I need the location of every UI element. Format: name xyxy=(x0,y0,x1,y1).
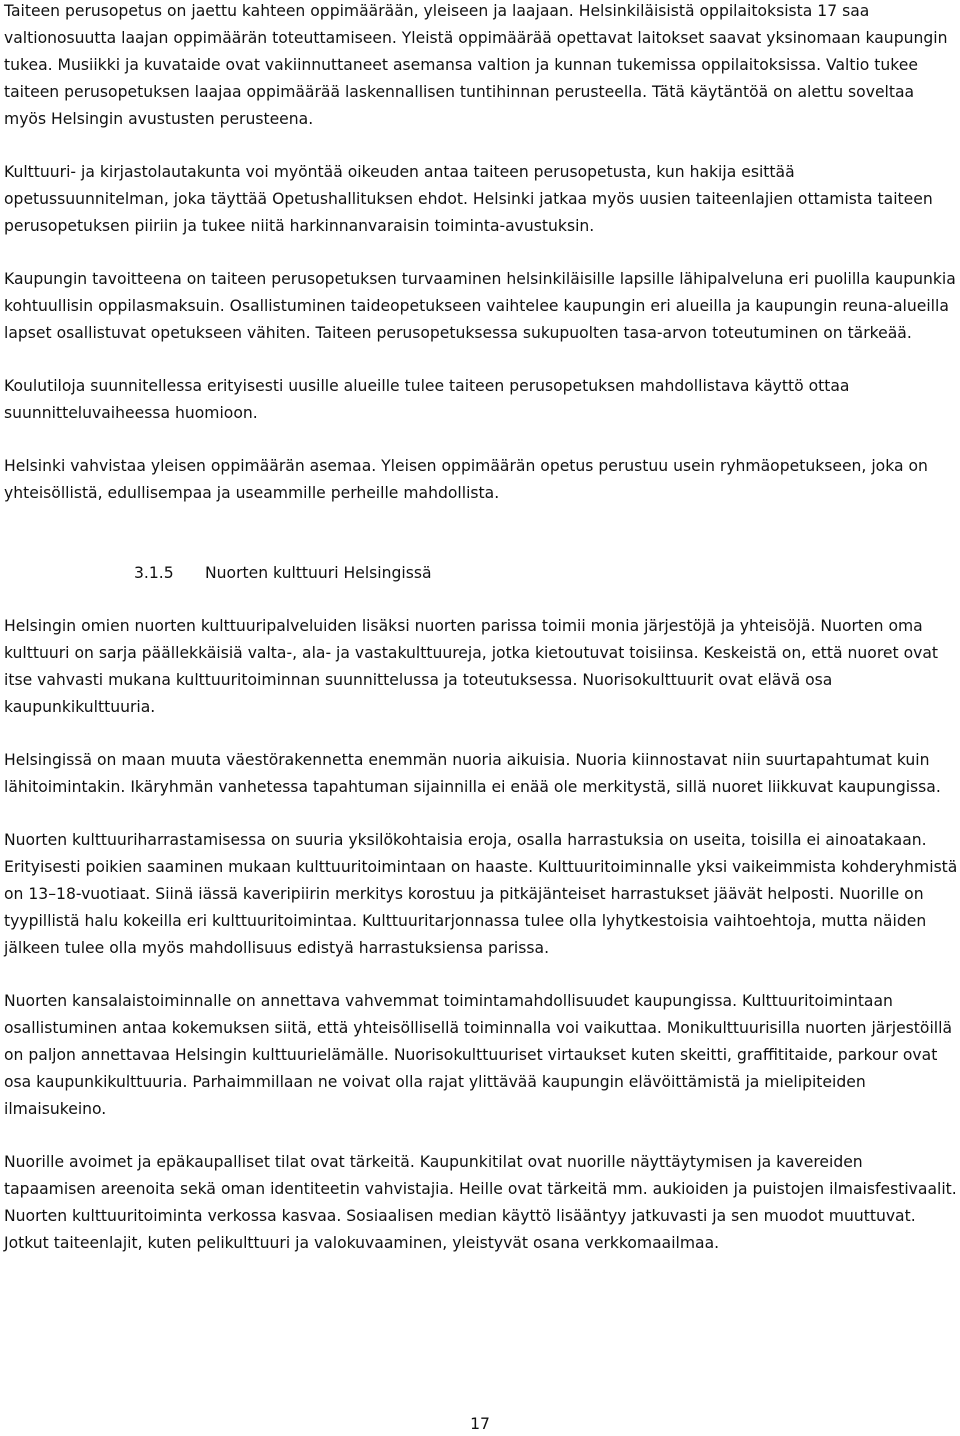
section-title: Nuorten kulttuuri Helsingissä xyxy=(205,564,432,582)
page-number: 17 xyxy=(470,1415,490,1433)
paragraph-4: Koulutiloja suunnitellessa erityisesti uusille alueille tulee taiteen perusopetuksen mahdollistava käyttö ottaa suunnitteluvaiheessa huomioon. xyxy=(4,377,850,422)
paragraph-5: Helsinki vahvistaa yleisen oppimäärän asemaa. Yleisen oppimäärän opetus perustuu usein ryhmäopetukseen, joka on yhteisöllistä, edullisempaa ja useammille perheille mahdollista. xyxy=(4,457,928,502)
top-section xyxy=(4,0,958,507)
section-number: 3.1.5 xyxy=(134,564,174,582)
paragraph-9: Nuorten kansalaistoiminnalle on annettava vahvemmat toimintamahdollisuudet kaupungissa. Kulttuuritoimintaan osallistuminen antaa kokemuksen siitä, että yhteisöllisellä toiminnalla voi vaikuttaa. Monikulttuurisilla nuorten järjestöillä on paljon annettavaa Helsingin kulttuurielämälle. Nuorisokulttuuriset virtaukset kuten skeitti, graffititaide, parkour ovat osa kaupunkikulttuuria. Parhaimmillaan ne voivat olla rajat ylittävää kaupungin elävöittämistä ja mielipiteiden ilmaisukeino. xyxy=(4,992,953,1118)
paragraph-1: Taiteen perusopetus on jaettu kahteen oppimäärään, yleiseen ja laajaan. Helsinkiläisistä oppilaitoksista 17 saa valtionosuutta laajan oppimäärän toteuttamiseen. Yleistä oppimäärää opettavat laitokset saavat yksinomaan kaupungin tukea. Musiikki ja kuvataide ovat vakiinnuttaneet asemansa valtion ja kunnan tukemissa oppilaitoksissa. Valtio tukee taiteen perusopetuksen laajaa oppimäärää laskennallisen tuntihinnan perusteella. Tätä käytäntöä on alettu soveltaa myös Helsingin avustusten perusteena. xyxy=(4,2,948,128)
paragraph-7: Helsingissä on maan muuta väestörakennetta enemmän nuoria aikuisia. Nuoria kiinnostavat niin suurtapahtumat kuin lähitoimintakin. Ikäryhmän vanhetessa tapahtuman sijainnilla ei enää ole merkitystä, sillä nuoret liikkuvat kaupungissa. xyxy=(4,751,941,796)
page-body xyxy=(4,0,958,1257)
paragraph-6: Helsingin omien nuorten kulttuuripalveluiden lisäksi nuorten parissa toimii monia järjestöjä ja yhteisöjä. Nuorten oma kulttuuri on sarja päällekkäisiä valta-, ala- ja vastakulttuureja, jotka kietoutuvat toisiinsa. Keskeistä on, että nuoret ovat itse vahvasti mukana kulttuuritoiminnan suunnittelussa ja toteutuksessa. Nuorisokulttuurit ovat elävä osa kaupunkikulttuuria. xyxy=(4,617,939,716)
section-heading xyxy=(4,560,958,587)
bottom-section xyxy=(4,613,958,1257)
paragraph-10: Nuorille avoimet ja epäkaupalliset tilat ovat tärkeitä. Kaupunkitilat ovat nuorille näyttäytymisen ja kavereiden tapaamisen areenoita sekä oman identiteetin vahvistajia. Heille ovat tärkeitä mm. aukioiden ja puistojen ilmaisfestivaalit. Nuorten kulttuuritoiminta verkossa kasvaa. Sosiaalisen median käyttö lisääntyy jatkuvasti ja sen muodot muuttuvat. Jotkut taiteenlajit, kuten pelikulttuuri ja valokuvaaminen, yleistyvät osana verkkomaailmaa. xyxy=(4,1153,957,1252)
paragraph-3: Kaupungin tavoitteena on taiteen perusopetuksen turvaaminen helsinkiläisille lapsille lähipalveluna eri puolilla kaupunkia kohtuullisin oppilasmaksuin. Osallistuminen taideopetukseen vaihtelee kaupungin eri alueilla ja kaupungin reuna-alueilla lapset osallistuvat opetukseen vähiten. Taiteen perusopetuksessa sukupuolten tasa-arvon toteutuminen on tärkeää. xyxy=(4,270,956,342)
paragraph-2: Kulttuuri- ja kirjastolautakunta voi myöntää oikeuden antaa taiteen perusopetusta, kun hakija esittää opetussuunnitelman, joka täyttää Opetushallituksen ehdot. Helsinki jatkaa myös uusien taiteenlajien ottamista taiteen perusopetuksen piiriin ja tukee niitä harkinnanvaraisin toiminta-avustuksin. xyxy=(4,163,933,235)
paragraph-8: Nuorten kulttuuriharrastamisessa on suuria yksilökohtaisia eroja, osalla harrastuksia on useita, toisilla ei ainoatakaan. Erityisesti poikien saaminen mukaan kulttuuritoimintaan on haaste. Kulttuuritoiminnalle yksi vaikeimmista kohderyhmistä on 13–18-vuotiaat. Siinä iässä kaveripiirin merkitys korostuu ja pitkäjänteiset harrastukset jäävät helposti. Nuorille on tyypillistä halu kokeilla eri kulttuuritoimintaa. Kulttuuritarjonnassa tulee olla lyhytkestoisia vaihtoehtoja, mutta näiden jälkeen tulee olla myös mahdollisuus edistyä harrastuksiensa parissa. xyxy=(4,831,958,957)
